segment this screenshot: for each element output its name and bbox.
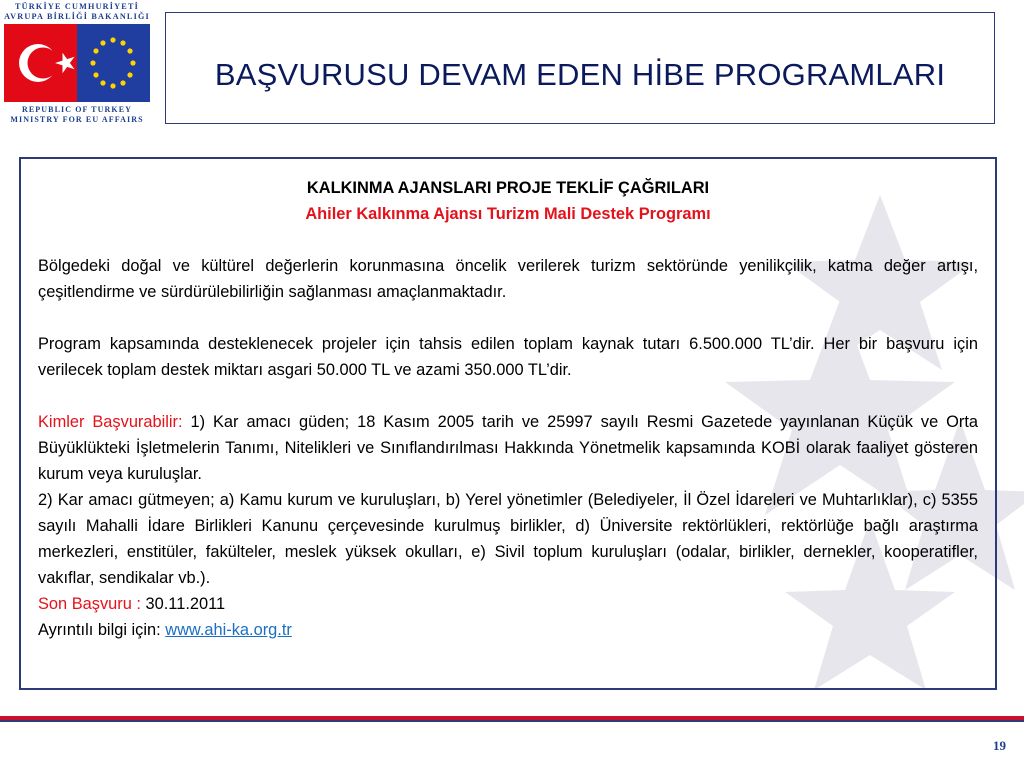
logo-bottom-line1: REPUBLIC OF TURKEY: [21, 105, 133, 114]
ministry-logo: [0, 0, 152, 128]
section-heading: KALKINMA AJANSLARI PROJE TEKLİF ÇAĞRILARI: [306, 179, 710, 197]
deadline-value: 30.11.2011: [140, 595, 226, 613]
logo-top-line2: AVRUPA BİRLİĞİ BAKANLIĞI: [4, 12, 150, 21]
deadline-label: Son Başvuru :: [38, 595, 141, 613]
paragraph-eligibility-1: [38, 409, 978, 487]
logo-top-line1: TÜRKİYE CUMHURİYETİ: [14, 2, 140, 11]
logo-bottom-text: [4, 105, 150, 125]
eligibility-text-1: 1) Kar amacı güden; 18 Kasım 2005 tarih ve 25997 sayılı Resmi Gazetede yayınlanan Küçük ve Orta Büyüklükteki İşletmelerin Tanımı, Nitelikleri ve Sınıflandırılması Hakkında Yönetmelik kapsamında KOBİ olarak faaliyet gösteren kurum veya kuruluşlar.: [38, 413, 978, 483]
website-link[interactable]: www.ahi-ka.org.tr: [165, 621, 292, 639]
page-title: BAŞVURUSU DEVAM EDEN HİBE PROGRAMLARI: [214, 57, 946, 92]
logo-bottom-line2: MINISTRY FOR EU AFFAIRS: [10, 115, 144, 124]
logo-top-text: [4, 2, 150, 22]
eligibility-label: Kimler Başvurabilir:: [38, 413, 183, 431]
content-body: [38, 175, 978, 643]
turkey-eu-flag-icon: [4, 24, 150, 102]
paragraph-eligibility-2: 2) Kar amacı gütmeyen; a) Kamu kurum ve kuruluşları, b) Yerel yönetimler (Belediyeler, İl Özel İdareleri ve Muhtarlıklar), c) 5355 sayılı Mahalli İdare Birlikleri Kanunu çerçevesinde kurulmuş birlikler, d) Üniversite rektörlükleri, rektörlüğe bağlı araştırma merkezleri, enstitüler, fakülteler, meslek yüksek okulları, e) Sivil toplum kuruluşları (odalar, birlikler, dernekler, kooperatifler, vakıflar, sendikalar vb.).: [38, 491, 978, 587]
page-number: 19: [993, 738, 1006, 753]
paragraph-purpose: Bölgedeki doğal ve kültürel değerlerin korunmasına öncelik verilerek turizm sektöründe yenilikçilik, katma değer artışı, çeşitlendirme ve sürdürülebilirliğin sağlanması amaçlanmaktadır.: [38, 257, 978, 301]
deadline-line: [38, 591, 978, 617]
info-line: [38, 617, 978, 643]
program-name: Ahiler Kalkınma Ajansı Turizm Mali Destek Programı: [305, 205, 711, 223]
title-box: [165, 12, 995, 124]
info-label: Ayrıntılı bilgi için:: [38, 621, 166, 639]
footer-divider-blue: [0, 720, 1024, 722]
paragraph-budget: Program kapsamında desteklenecek projeler için tahsis edilen toplam kaynak tutarı 6.500.000 TL’dir. Her bir başvuru için verilecek toplam destek miktarı asgari 50.000 TL ve azami 350.000 TL’dir.: [38, 335, 978, 379]
